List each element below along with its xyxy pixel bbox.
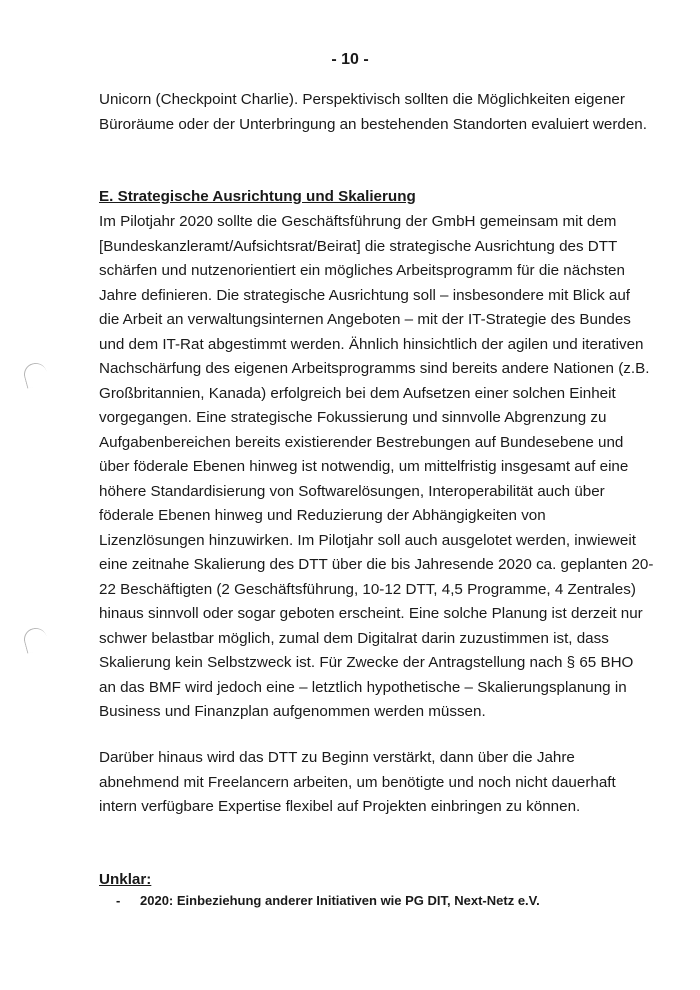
list-item-text: 2020: Einbeziehung anderer Initiativen wie PG DIT, Next-Netz e.V. [140,893,540,908]
text-line: höhere Standardisierung von Softwarelösungen, Interoperabilität auch über [99,482,605,500]
text-line: Nachschärfung des eigenen Arbeitsprogramms sind bereits andere Nationen (z.B. [99,360,650,377]
text-line: Büroräume oder der Unterbringung an bestehenden Standorten evaluiert werden. [99,115,647,133]
text-line: an das BMF wird jedoch eine – letztlich hypothetische – Skalierungsplanung in [99,678,627,696]
text-line: 22 Beschäftigten (2 Geschäftsführung, 10-12 DTT, 4,5 Programme, 4 Zentrales) [99,580,636,598]
text-line: abnehmend mit Freelancern arbeiten, um benötigte und noch nicht dauerhaft [99,773,616,791]
text-line: Jahre definieren. Die strategische Ausrichtung soll – insbesondere mit Blick auf [99,286,630,304]
text-line: Business und Finanzplan aufgenommen werden müssen. [99,703,486,720]
punch-hole-mark [21,625,49,653]
bullet-marker: - [116,893,121,908]
text-line: Aufgabenbereichen bereits existierender Bestrebungen auf Bundesebene und [99,433,624,451]
text-line: und dem IT-Rat abgestimmt werden. Ähnlich hinsichtlich der agilen und iterativen [99,335,644,353]
text-line: Darüber hinaus wird das DTT zu Beginn verstärkt, dann über die Jahre [99,749,575,766]
text-line: Großbritannien, Kanada) erfolgreich bei dem Aufsetzen einer solchen Einheit [99,384,616,402]
text-line: die Arbeit an verwaltungsinternen Angeboten – mit der IT-Strategie des Bundes [99,311,631,328]
list-item [116,893,540,908]
text-line: über föderale Ebenen hinweg ist notwendig, um mittelfristig insgesamt auf eine [99,458,629,475]
unklar-list [116,893,540,908]
page-number: - 10 - [331,51,369,68]
text-line: föderale Ebenen hinweg und Reduzierung der Abhängigkeiten von [99,507,546,524]
text-line: hinaus sinnvoll oder sogar geboten erscheint. Eine solche Planung ist derzeit nur [99,605,643,622]
text-line: schärfen und nutzenorientiert ein mögliches Arbeitsprogramm für die nächsten [99,262,625,279]
text-line: Im Pilotjahr 2020 sollte die Geschäftsführung der GmbH gemeinsam mit dem [99,213,617,230]
text-line: Skalierung kein Selbstzweck ist. Für Zwecke der Antragstellung nach § 65 BHO [99,654,634,671]
text-line: [Bundeskanzleramt/Aufsichtsrat/Beirat] die strategische Ausrichtung des DTT [99,237,618,255]
intro-paragraph [99,88,647,137]
text-line: Lizenzlösungen hinzuwirken. Im Pilotjahr soll auch ausgelotet werden, inwieweit [99,531,636,549]
text-line: schwer belastbar möglich, zumal dem Digitalrat darin zuzustimmen ist, dass [99,629,609,647]
unklar-heading: Unklar: [99,871,152,888]
section-heading: E. Strategische Ausrichtung und Skalierung [99,188,416,205]
text-line: intern verfügbare Expertise flexibel auf Projekten einbringen zu können. [99,798,581,815]
section-e-paragraph [99,210,654,725]
punch-hole-mark [21,360,49,388]
text-line: eine zeitnahe Skalierung des DTT über die bis Jahresende 2020 ca. geplanten 20- [99,556,654,573]
section-e-paragraph-2 [99,746,619,820]
text-line: vorgegangen. Eine strategische Fokussierung und sinnvolle Abgrenzung zu [99,409,607,426]
text-line: Unicorn (Checkpoint Charlie). Perspektivisch sollten die Möglichkeiten eigener [99,91,625,108]
